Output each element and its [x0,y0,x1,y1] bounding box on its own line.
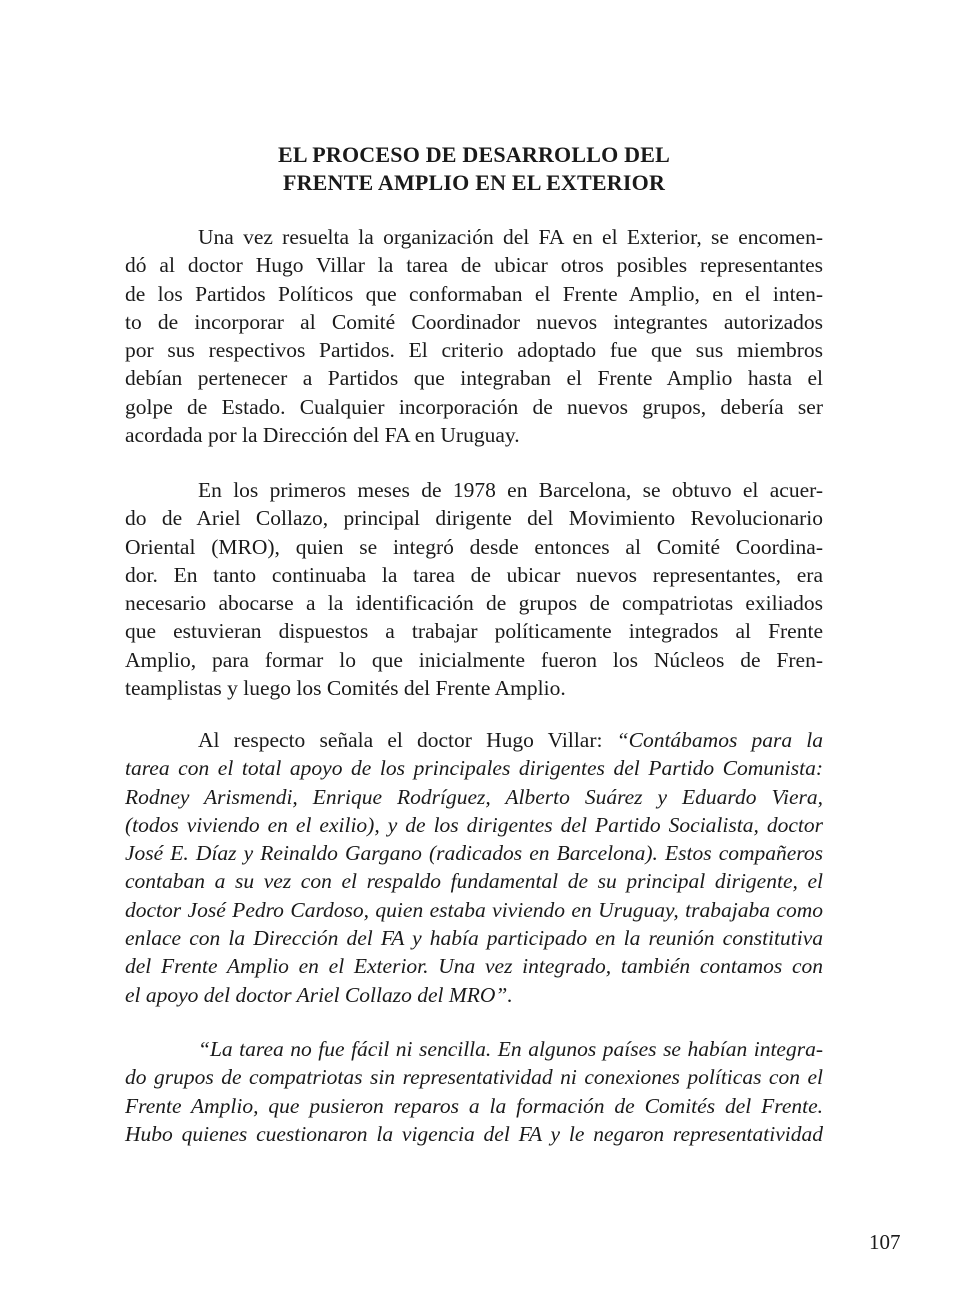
page-number: 107 [869,1230,901,1254]
paragraph-line: (todos viviendo en el exilio), y de los dirigentes del Partido Socialista, doctor [125,812,823,837]
paragraph-line: Una vez resuelta la organización del FA en el Exterior, se encomen- [198,225,823,249]
paragraph-line: José E. Díaz y Reinaldo Gargano (radicados en Barcelona). Estos compañeros [125,841,823,866]
paragraph-line: teamplistas y luego los Comités del Frente Amplio. [125,676,566,701]
paragraph-line: del Frente Amplio en el Exterior. Una vez integrado, también contamos con [125,954,823,979]
paragraph-line: Frente Amplio, que pusieron reparos a la formación de Comités del Frente. [125,1093,823,1118]
paragraph-line: do de Ariel Collazo, principal dirigente del Movimiento Revolucionario [125,506,823,531]
paragraph-line: Oriental (MRO), quien se integró desde entonces al Comité Coordina- [125,534,823,559]
paragraph-line: “La tarea no fue fácil ni sencilla. En algunos países se habían integra- [198,1037,823,1061]
paragraph-line: de los Partidos Políticos que conformaban el Frente Amplio, en el inten- [125,281,823,306]
paragraph-line: enlace con la Dirección del FA y había participado en la reunión constitutiva [125,926,823,951]
paragraph-3-quote [125,726,823,1009]
paragraph-line: Amplio, para formar lo que inicialmente fueron los Núcleos de Fren- [125,647,823,672]
paragraph-line: En los primeros meses de 1978 en Barcelona, se obtuvo el acuer- [198,478,823,502]
paragraph-line: dor. En tanto continuaba la tarea de ubicar nuevos representantes, era [125,562,823,587]
chapter-heading-line-2: FRENTE AMPLIO EN EL EXTERIOR [282,170,666,195]
paragraph-line: doctor José Pedro Cardoso, quien estaba viviendo en Uruguay, trabajaba como [125,897,823,922]
paragraph-line: por sus respectivos Partidos. El criterio adoptado fue que sus miembros [125,338,823,363]
chapter-heading-line-1: EL PROCESO DE DESARROLLO DEL [278,142,670,167]
paragraph-line: do grupos de compatriotas sin representatividad ni conexiones políticas con el [125,1065,823,1090]
paragraph-line [125,726,823,754]
paragraph-line: dó al doctor Hugo Villar la tarea de ubicar otros posibles representantes [125,253,823,278]
paragraph-4-quote [125,1035,823,1148]
quote-opening: “Contábamos para la [616,728,823,752]
paragraph-2 [125,476,823,702]
paragraph-line: to de incorporar al Comité Coordinador nuevos integrantes autorizados [125,309,823,334]
paragraph-line: que estuvieran dispuestos a trabajar políticamente integrados al Frente [125,619,823,644]
quote-intro: Al respecto señala el doctor Hugo Villar: [198,728,617,752]
paragraph-line: Hubo quienes cuestionaron la vigencia del FA y le negaron representatividad [125,1121,823,1146]
paragraph-line: el apoyo del doctor Ariel Collazo del MRO”. [125,982,513,1007]
paragraph-line: tarea con el total apoyo de los principales dirigentes del Partido Comunista: [125,756,823,781]
paragraph-line: contaban a su vez con el respaldo fundamental de su principal dirigente, el [125,869,823,894]
paragraph-line: Rodney Arismendi, Enrique Rodríguez, Alberto Suárez y Eduardo Viera, [125,784,823,809]
paragraph-line: debían pertenecer a Partidos que integraban el Frente Amplio hasta el [125,366,823,391]
paragraph-1 [125,223,823,449]
paragraph-line: necesario abocarse a la identificación de grupos de compatriotas exiliados [125,591,823,616]
paragraph-line: golpe de Estado. Cualquier incorporación de nuevos grupos, debería ser [125,394,823,419]
paragraph-line: acordada por la Dirección del FA en Uruguay. [125,423,520,448]
